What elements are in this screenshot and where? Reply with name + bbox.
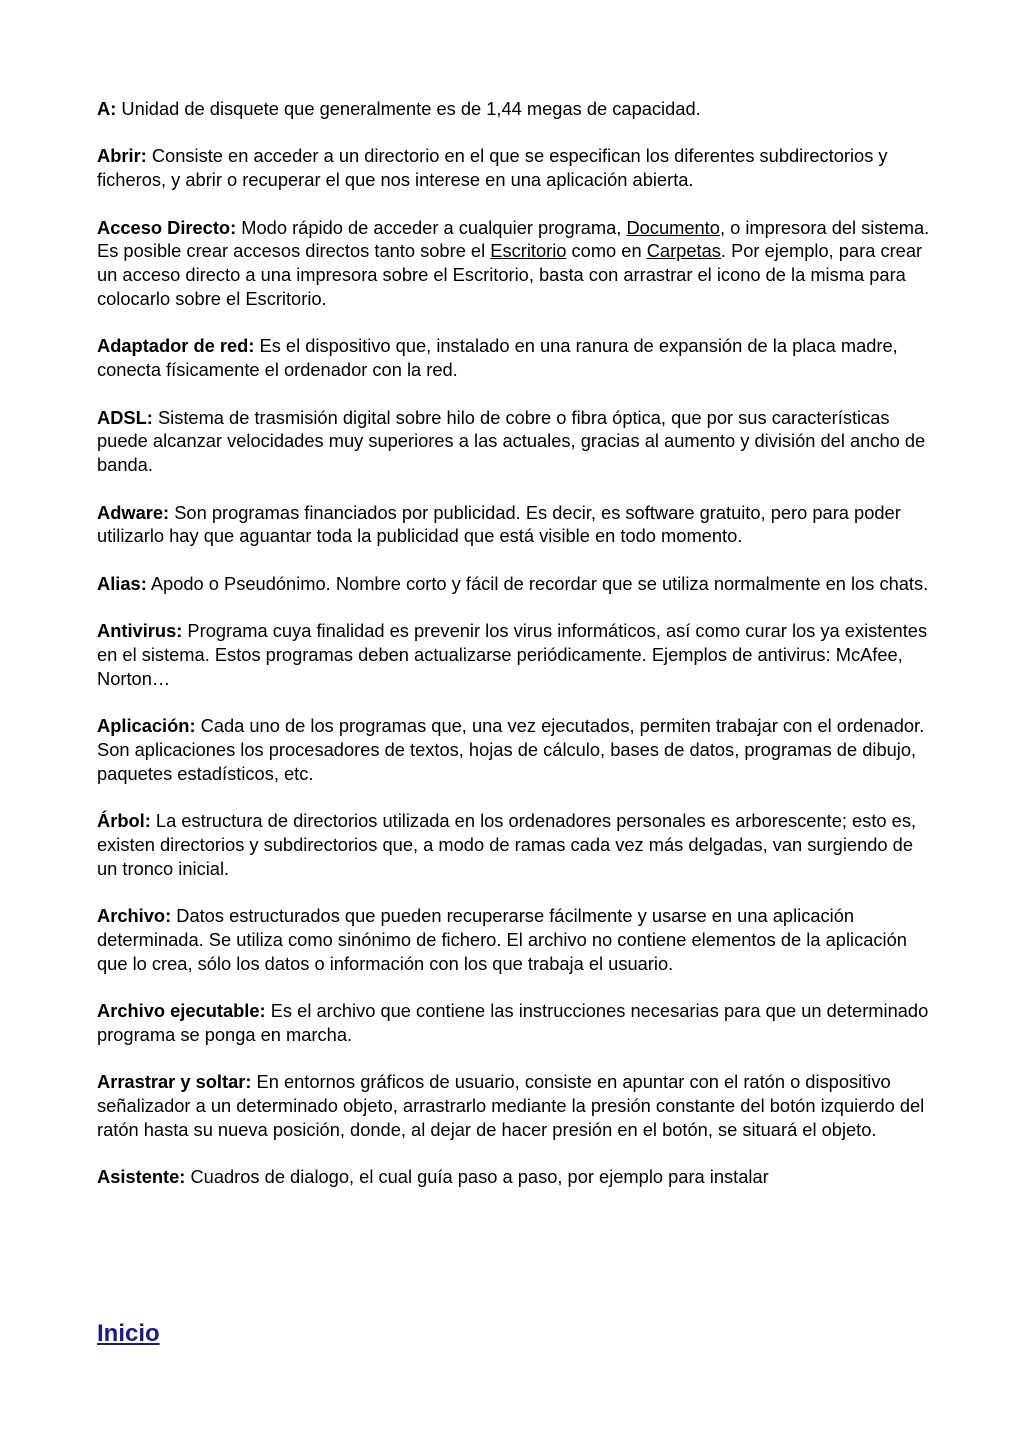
home-link[interactable]: Inicio bbox=[97, 1320, 160, 1347]
definition-text: Unidad de disquete que generalmente es de 1,44 megas de capacidad. bbox=[116, 98, 701, 119]
glossary-entry bbox=[97, 904, 932, 975]
glossary-entry bbox=[97, 216, 932, 311]
definition-text: Apodo o Pseudónimo. Nombre corto y fácil de recordar que se utiliza normalmente en los chats. bbox=[146, 572, 929, 594]
glossary-page bbox=[97, 97, 932, 1213]
glossary-term: Archivo: bbox=[97, 905, 172, 927]
definition-text: Son programas financiados por publicidad. Es decir, es software gratuito, pero para poder utilizarlo hay que aguantar toda la publicidad que está visible en todo momento. bbox=[97, 501, 901, 547]
glossary-term: ADSL: bbox=[97, 406, 153, 428]
definition-text: Programa cuya finalidad es prevenir los virus informáticos, así como curar los ya existentes en el sistema. Estos programas deben actualizarse periódicamente. Ejemplos de antivirus: McAfee, Norton… bbox=[97, 620, 928, 689]
glossary-term: Adware: bbox=[97, 501, 170, 523]
glossary-term: Aplicación: bbox=[97, 715, 196, 737]
glossary-entry bbox=[97, 714, 932, 785]
glossary-term: Abrir: bbox=[97, 145, 147, 167]
definition-text: La estructura de directorios utilizada en los ordenadores personales es arborescente; esto es, existen directorios y subdirectorios que, a modo de ramas cada vez más delgadas, van surgiendo de un tronco inicial. bbox=[97, 810, 917, 879]
glossary-entry bbox=[97, 809, 932, 880]
glossary-entry bbox=[97, 501, 932, 549]
glossary-term: Arrastrar y soltar: bbox=[97, 1071, 252, 1093]
glossary-term: Archivo ejecutable: bbox=[97, 1000, 266, 1022]
definition-link[interactable]: Escritorio bbox=[490, 240, 567, 262]
glossary-entry bbox=[97, 1165, 932, 1189]
glossary-term: Asistente: bbox=[97, 1166, 186, 1188]
glossary-term: Árbol: bbox=[97, 810, 151, 832]
glossary-entry bbox=[97, 999, 932, 1047]
definition-text: Es el dispositivo que, instalado en una ranura de expansión de la placa madre, conecta físicamente el ordenador con la red. bbox=[97, 335, 898, 381]
glossary-entry bbox=[97, 572, 932, 596]
definition-text: Cada uno de los programas que, una vez ejecutados, permiten trabajar con el ordenador. Son aplicaciones los procesadores de textos, hojas de cálculo, bases de datos, programas de dibujo, paquetes estadísticos, etc. bbox=[97, 715, 925, 784]
definition-text: Sistema de trasmisión digital sobre hilo de cobre o fibra óptica, que por sus características puede alcanzar velocidades muy superiores a las actuales, gracias al aumento y división del ancho de banda. bbox=[97, 406, 926, 476]
definition-link[interactable]: Carpetas bbox=[646, 240, 721, 262]
glossary-entry bbox=[97, 406, 932, 477]
glossary-entry bbox=[97, 334, 932, 382]
definition-text: Modo rápido de acceder a cualquier programa, bbox=[236, 216, 627, 238]
glossary-entry bbox=[97, 144, 932, 192]
glossary-entry bbox=[97, 619, 932, 690]
definition-text: Datos estructurados que pueden recuperarse fácilmente y usarse en una aplicación determinada. Se utiliza como sinónimo de fichero. El archivo no contiene elementos de la aplicación que lo crea, sólo los datos o información con los que trabaja el usuario. bbox=[97, 905, 907, 974]
definition-link[interactable]: Documento bbox=[626, 216, 720, 238]
definition-text: Cuadros de dialogo, el cual guía paso a paso, por ejemplo para instalar bbox=[185, 1166, 769, 1188]
glossary-term: Antivirus: bbox=[97, 620, 183, 642]
glossary-term: Alias: bbox=[97, 572, 147, 594]
glossary-term: Adaptador de red: bbox=[97, 335, 255, 357]
glossary-list bbox=[97, 97, 932, 1189]
definition-text: Consiste en acceder a un directorio en el que se especifican los diferentes subdirectorios y ficheros, y abrir o recuperar el que nos interese en una aplicación abierta. bbox=[97, 145, 888, 191]
definition-text: En entornos gráficos de usuario, consiste en apuntar con el ratón o dispositivo señalizador a un determinado objeto, arrastrarlo mediante la presión constante del botón izquierdo del ratón hasta su nueva posición, donde, al dejar de hacer presión en el botón, se situará el objeto. bbox=[97, 1071, 925, 1140]
definition-text: Es el archivo que contiene las instrucciones necesarias para que un determinado programa se ponga en marcha. bbox=[97, 1000, 929, 1045]
definition-text: , o impresora del sistema. Es posible crear accesos directos tanto sobre el bbox=[97, 216, 930, 262]
definition-text: . Por ejemplo, para crear un acceso directo a una impresora sobre el Escritorio, basta con arrastrar el icono de la misma para colocarlo sobre el Escritorio. bbox=[97, 240, 923, 309]
glossary-term: Acceso Directo: bbox=[97, 216, 237, 238]
glossary-term: A: bbox=[97, 98, 117, 119]
glossary-entry bbox=[97, 1070, 932, 1141]
glossary-entry bbox=[97, 97, 932, 121]
definition-text: como en bbox=[566, 240, 647, 262]
